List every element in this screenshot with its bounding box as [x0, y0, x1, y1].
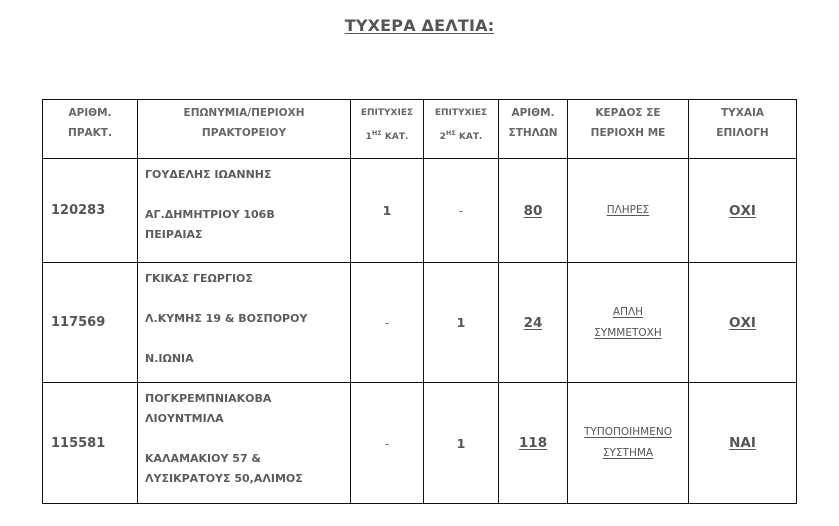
header-wins-cat2: ΕΠΙΤΥΧΙΕΣ $2^{H\Sigma}$ ΚΑΤ.: [424, 100, 499, 159]
winning-tickets-table: [42, 99, 797, 504]
wins-cat2: 1: [424, 383, 499, 504]
wins-cat1: 1: [351, 159, 424, 263]
page-title: [0, 16, 839, 35]
header-columns: ΑΡΙΘΜ. ΣΤΗΛΩΝ: [499, 100, 568, 159]
win-type-link[interactable]: ΑΠΛΗ ΣΥΜΜΕΤΟΧΗ: [594, 305, 662, 339]
agency-no: 115581: [43, 383, 138, 504]
table-row: [43, 383, 797, 504]
agency-no: 117569: [43, 263, 138, 383]
win-type-link[interactable]: ΠΛΗΡΕΣ: [606, 204, 650, 216]
columns-link[interactable]: 80: [523, 202, 543, 219]
wins-cat1: -: [351, 383, 424, 504]
agency-name-address: ΓΚΙΚΑΣ ΓΕΩΡΓΙΟΣ Λ.ΚΥΜΗΣ 19 & ΒΟΣΠΟΡΟΥ Ν.ΙΩΝΙΑ: [138, 263, 351, 383]
agency-no: 120283: [43, 159, 138, 263]
columns-link[interactable]: 24: [523, 314, 543, 331]
wins-cat2: -: [424, 159, 499, 263]
agency-name-address: ΓΟΥΔΕΛΗΣ ΙΩΑΝΝΗΣ ΑΓ.ΔΗΜΗΤΡΙΟΥ 106Β ΠΕΙΡΑΙΑΣ: [138, 159, 351, 263]
wins-cat1: -: [351, 263, 424, 383]
columns-link[interactable]: 118: [518, 435, 548, 451]
agency-name-address: ΠΟΓΚΡΕΜΠΝΙΑΚΟΒΑ ΛΙΟΥΝΤΜΙΛΑ ΚΑΛΑΜΑΚΙΟΥ 57 & ΛΥΣΙΚΡΑΤΟΥΣ 50,ΑΛΙΜΟΣ: [138, 383, 351, 504]
random-pick-link[interactable]: ΟΧΙ: [729, 202, 756, 219]
table-header-row: [43, 100, 797, 159]
header-agency-no: ΑΡΙΘΜ. ΠΡΑΚΤ.: [43, 100, 138, 159]
header-agency-name: ΕΠΩΝΥΜΙΑ/ΠΕΡΙΟΧΗ ΠΡΑΚΤΟΡΕΙΟΥ: [138, 100, 351, 159]
header-wins-cat1: ΕΠΙΤΥΧΙΕΣ $1^{H\Sigma}$ ΚΑΤ.: [351, 100, 424, 159]
win-type-link[interactable]: ΤΥΠΟΠΟΙΗΜΕΝΟ ΣΥΣΤΗΜΑ: [584, 426, 672, 459]
page-title-text: ΤΥΧΕΡΑ ΔΕΛΤΙΑ:: [344, 16, 495, 35]
header-random-pick: ΤΥΧΑΙΑ ΕΠΙΛΟΓΗ: [689, 100, 797, 159]
random-pick-link[interactable]: ΝΑΙ: [729, 435, 756, 451]
header-win-type: ΚΕΡΔΟΣ ΣΕ ΠΕΡΙΟΧΗ ΜΕ: [568, 100, 689, 159]
wins-cat2: 1: [424, 263, 499, 383]
table-row: [43, 263, 797, 383]
table-row: [43, 159, 797, 263]
random-pick-link[interactable]: ΟΧΙ: [729, 314, 756, 331]
